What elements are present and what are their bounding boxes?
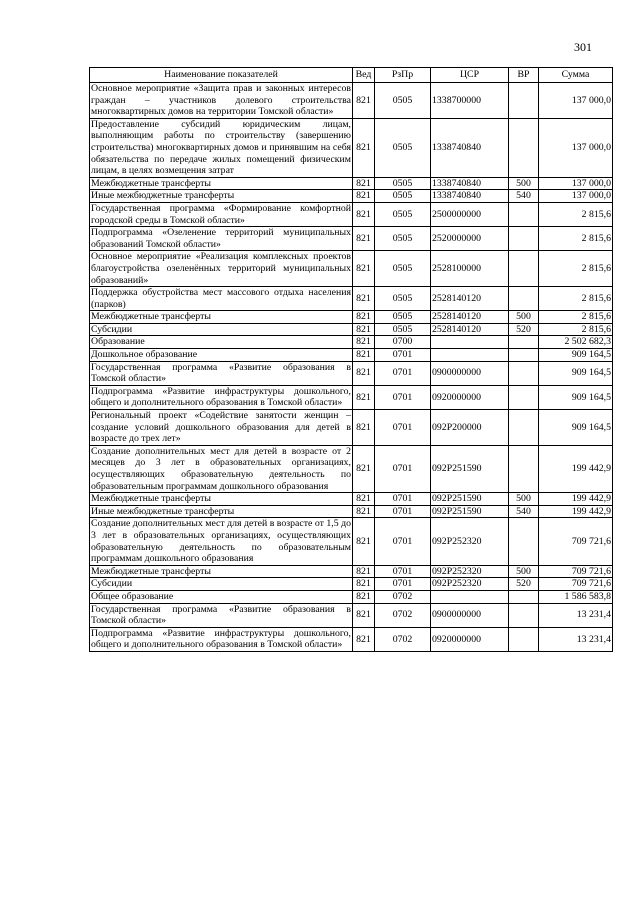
cell-csr: 1338740840 (431, 177, 509, 190)
table-row (90, 603, 613, 627)
table-row (90, 190, 613, 203)
cell-csr: 092P251590 (431, 505, 509, 518)
table-row (90, 518, 613, 565)
cell-rzpr: 0505 (375, 251, 431, 287)
cell-name: Иные межбюджетные трансферты (90, 505, 353, 518)
cell-name: Региональный проект «Содействие занятости женщин – создание условий дошкольного образования для детей в возрасте до трех лет» (91, 410, 351, 445)
cell-name: Межбюджетные трансферты (90, 311, 353, 324)
header-csr: ЦСР (431, 68, 509, 83)
cell-name: Создание дополнительных мест для детей в возрасте от 1,5 до 3 лет в образовательных организациях, осуществляющих образовательную деятельность по образовательным программам дошкольного образования (91, 518, 351, 565)
cell-ved: 821 (353, 251, 375, 287)
cell-sum: 13 231,4 (539, 627, 613, 651)
cell-vr (509, 603, 539, 627)
cell-csr: 2528100000 (431, 251, 509, 287)
cell-rzpr: 0701 (375, 385, 431, 409)
cell-sum: 709 721,6 (539, 578, 613, 591)
cell-sum: 2 815,6 (539, 287, 613, 311)
cell-sum: 13 231,4 (539, 603, 613, 627)
cell-name: Общее образование (90, 590, 353, 603)
cell-name: Государственная программа «Развитие образования в Томской области» (91, 603, 351, 627)
cell-ved: 821 (353, 177, 375, 190)
cell-rzpr: 0505 (375, 190, 431, 203)
cell-vr (509, 336, 539, 349)
header-ved: Вед (353, 68, 375, 83)
cell-ved: 821 (353, 202, 375, 226)
cell-rzpr: 0701 (375, 578, 431, 591)
cell-ved: 821 (353, 627, 375, 651)
cell-vr (509, 287, 539, 311)
cell-ved: 821 (353, 578, 375, 591)
cell-ved: 821 (353, 349, 375, 362)
cell-vr: 500 (509, 493, 539, 506)
cell-sum: 2 502 682,3 (539, 336, 613, 349)
table-row (90, 565, 613, 578)
cell-rzpr: 0701 (375, 493, 431, 506)
cell-csr: 092P251590 (431, 445, 509, 492)
cell-sum: 199 442,9 (539, 493, 613, 506)
table-row (90, 323, 613, 336)
cell-sum: 709 721,6 (539, 565, 613, 578)
cell-ved: 821 (353, 518, 375, 565)
cell-csr: 092P251590 (431, 493, 509, 506)
cell-vr (509, 202, 539, 226)
cell-name: Подпрограмма «Развитие инфраструктуры дошкольного, общего и дополнительного образования в Томской области» (91, 627, 351, 651)
cell-rzpr: 0702 (375, 627, 431, 651)
cell-name: Субсидии (90, 578, 353, 591)
cell-csr: 2528140120 (431, 323, 509, 336)
cell-csr (431, 590, 509, 603)
cell-csr: 092P252320 (431, 565, 509, 578)
cell-vr (509, 361, 539, 385)
cell-rzpr: 0701 (375, 410, 431, 446)
cell-sum: 2 815,6 (539, 202, 613, 226)
table-row (90, 83, 613, 119)
cell-csr: 2528140120 (431, 311, 509, 324)
cell-sum: 137 000,0 (539, 83, 613, 119)
cell-name: Подпрограмма «Развитие инфраструктуры дошкольного, общего и дополнительного образования в Томской области» (91, 385, 351, 409)
cell-vr (509, 349, 539, 362)
cell-rzpr: 0701 (375, 565, 431, 578)
table-row (90, 493, 613, 506)
cell-vr (509, 590, 539, 603)
cell-name: Государственная программа «Формирование комфортной городской среды в Томской области» (91, 202, 351, 226)
cell-rzpr: 0505 (375, 202, 431, 226)
cell-ved: 821 (353, 190, 375, 203)
cell-name: Государственная программа «Развитие образования в Томской области» (91, 361, 351, 385)
cell-vr: 500 (509, 177, 539, 190)
cell-rzpr: 0701 (375, 445, 431, 492)
cell-ved: 821 (353, 603, 375, 627)
table-row (90, 177, 613, 190)
table-row (90, 287, 613, 311)
cell-rzpr: 0701 (375, 349, 431, 362)
cell-name: Подпрограмма «Озеленение территорий муниципальных образований Томской области» (91, 227, 351, 250)
cell-sum: 2 815,6 (539, 311, 613, 324)
cell-sum: 2 815,6 (539, 323, 613, 336)
cell-vr (509, 445, 539, 492)
cell-name: Межбюджетные трансферты (90, 493, 353, 506)
cell-csr: 0920000000 (431, 627, 509, 651)
cell-ved: 821 (353, 361, 375, 385)
cell-csr: 092P252320 (431, 518, 509, 565)
table-row (90, 385, 613, 409)
table-row (90, 202, 613, 226)
cell-vr: 500 (509, 565, 539, 578)
cell-rzpr: 0505 (375, 323, 431, 336)
table-row (90, 410, 613, 446)
cell-sum: 2 815,6 (539, 251, 613, 287)
cell-ved: 821 (353, 410, 375, 446)
cell-csr: 0900000000 (431, 603, 509, 627)
cell-ved: 821 (353, 118, 375, 177)
cell-rzpr: 0701 (375, 361, 431, 385)
cell-name: Межбюджетные трансферты (90, 177, 353, 190)
cell-csr: 2520000000 (431, 227, 509, 251)
cell-ved: 821 (353, 83, 375, 119)
header-vr: ВР (509, 68, 539, 83)
cell-vr: 520 (509, 323, 539, 336)
cell-vr: 540 (509, 190, 539, 203)
cell-name: Основное мероприятие «Защита прав и законных интересов граждан – участников долевого строительства многоквартирных домов на территории Томской области» (91, 83, 351, 118)
cell-vr (509, 410, 539, 446)
cell-sum: 2 815,6 (539, 227, 613, 251)
cell-ved: 821 (353, 505, 375, 518)
table-row (90, 349, 613, 362)
table-row (90, 361, 613, 385)
cell-sum: 199 442,9 (539, 505, 613, 518)
cell-name: Межбюджетные трансферты (90, 565, 353, 578)
cell-vr (509, 227, 539, 251)
cell-rzpr: 0505 (375, 118, 431, 177)
header-sum: Сумма (539, 68, 613, 83)
page-number: 301 (574, 40, 592, 54)
cell-vr: 540 (509, 505, 539, 518)
cell-rzpr: 0701 (375, 505, 431, 518)
table-row (90, 311, 613, 324)
cell-csr: 092P200000 (431, 410, 509, 446)
cell-csr: 0900000000 (431, 361, 509, 385)
cell-sum: 909 164,5 (539, 361, 613, 385)
cell-csr: 1338700000 (431, 83, 509, 119)
cell-csr: 092P252320 (431, 578, 509, 591)
table-header-row (90, 68, 613, 83)
cell-name: Иные межбюджетные трансферты (90, 190, 353, 203)
cell-sum: 909 164,5 (539, 385, 613, 409)
cell-rzpr: 0702 (375, 603, 431, 627)
cell-ved: 821 (353, 311, 375, 324)
cell-name: Образование (90, 336, 353, 349)
cell-vr (509, 83, 539, 119)
cell-csr (431, 349, 509, 362)
table-row (90, 118, 613, 177)
cell-sum: 709 721,6 (539, 518, 613, 565)
cell-vr (509, 118, 539, 177)
cell-rzpr: 0701 (375, 518, 431, 565)
table-row (90, 336, 613, 349)
table-row (90, 627, 613, 651)
cell-sum: 199 442,9 (539, 445, 613, 492)
table-row (90, 505, 613, 518)
cell-vr (509, 518, 539, 565)
cell-rzpr: 0700 (375, 336, 431, 349)
cell-vr (509, 251, 539, 287)
cell-ved: 821 (353, 565, 375, 578)
cell-csr: 1338740840 (431, 190, 509, 203)
table-row (90, 445, 613, 492)
cell-ved: 821 (353, 227, 375, 251)
header-rzpr: РзПр (375, 68, 431, 83)
cell-csr: 0920000000 (431, 385, 509, 409)
cell-ved: 821 (353, 590, 375, 603)
cell-vr (509, 627, 539, 651)
cell-name: Субсидии (90, 323, 353, 336)
cell-csr: 2500000000 (431, 202, 509, 226)
cell-rzpr: 0505 (375, 227, 431, 251)
cell-ved: 821 (353, 323, 375, 336)
cell-sum: 137 000,0 (539, 177, 613, 190)
cell-name: Поддержка обустройства мест массового отдыха населения (парков) (91, 287, 351, 310)
cell-rzpr: 0505 (375, 83, 431, 119)
cell-csr: 1338740840 (431, 118, 509, 177)
cell-name: Предоставление субсидий юридическим лицам, выполняющим работы по строительству (завершению строительства) многоквартирных домов и принявшим на себя обязательства по передаче жилых помещений физическим лицам, в целях возмещения затрат (91, 118, 351, 177)
cell-rzpr: 0505 (375, 177, 431, 190)
cell-name: Создание дополнительных мест для детей в возрасте от 2 месяцев до 3 лет в образовательных организациях, осуществляющих образовательную деятельность по образовательным программам дошкольного образования (91, 445, 351, 492)
cell-csr (431, 336, 509, 349)
cell-sum: 1 586 583,8 (539, 590, 613, 603)
table-body (90, 83, 613, 652)
cell-vr: 520 (509, 578, 539, 591)
cell-rzpr: 0702 (375, 590, 431, 603)
cell-ved: 821 (353, 385, 375, 409)
budget-table (89, 67, 613, 652)
cell-vr: 500 (509, 311, 539, 324)
cell-sum: 909 164,5 (539, 410, 613, 446)
cell-ved: 821 (353, 445, 375, 492)
table-row (90, 590, 613, 603)
table-row (90, 578, 613, 591)
cell-rzpr: 0505 (375, 287, 431, 311)
cell-rzpr: 0505 (375, 311, 431, 324)
cell-csr: 2528140120 (431, 287, 509, 311)
table-row (90, 227, 613, 251)
cell-ved: 821 (353, 287, 375, 311)
cell-ved: 821 (353, 336, 375, 349)
cell-vr (509, 385, 539, 409)
cell-ved: 821 (353, 493, 375, 506)
cell-sum: 137 000,0 (539, 190, 613, 203)
cell-name: Основное мероприятие «Реализация комплексных проектов благоустройства озеленённых территорий муниципальных образований» (91, 251, 351, 286)
cell-sum: 137 000,0 (539, 118, 613, 177)
header-name: Наименование показателей (90, 68, 353, 83)
cell-sum: 909 164,5 (539, 349, 613, 362)
table-row (90, 251, 613, 287)
cell-name: Дошкольное образование (90, 349, 353, 362)
